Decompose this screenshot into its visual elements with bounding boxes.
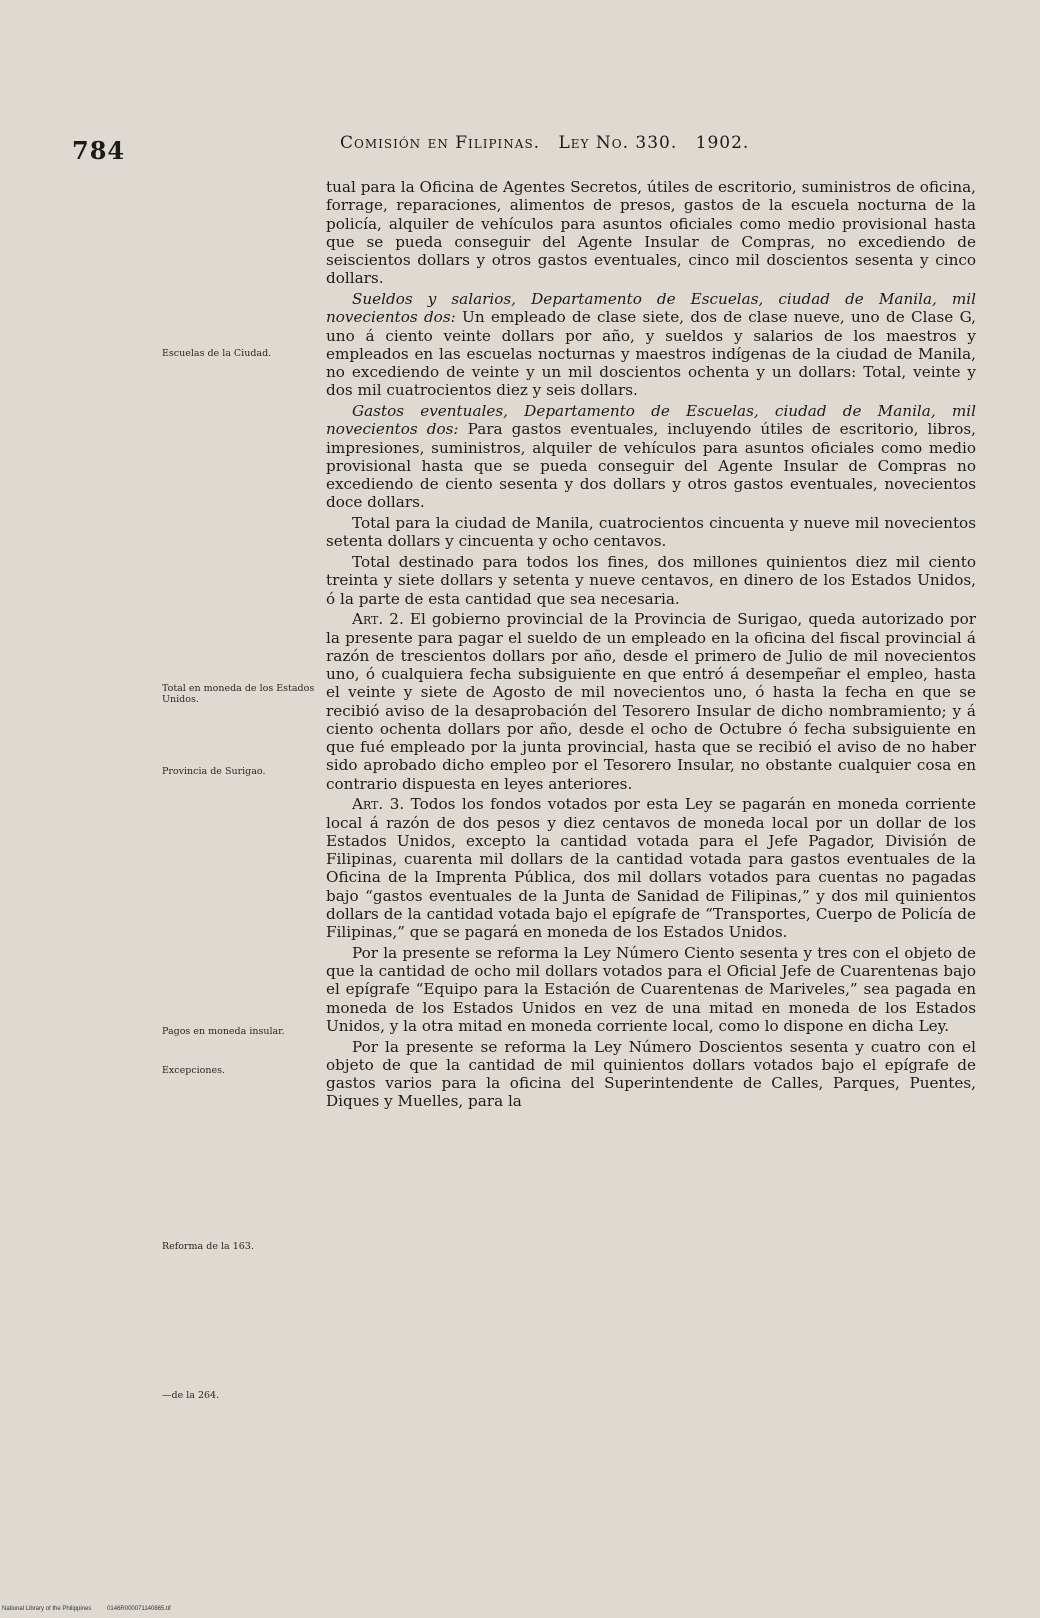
- body-text: [326, 178, 976, 1113]
- page-number: 784: [72, 136, 126, 165]
- paragraph-2-text: Un empleado de clase siete, dos de clase nueve, uno de Clase G, uno á ciento veinte dollars por año, y sueldos y salarios de los maestros y empleados en las escuelas nocturnas y maestros indígenas de la ciudad de Manila, no excediendo de veinte y un mil doscientos ochenta y un dollars: Total, veinte y dos mil cuatrocientos diez y seis dollars.: [326, 308, 976, 400]
- article-3-label: Art. 3.: [352, 795, 405, 814]
- paragraph-8: Por la presente se reforma la Ley Número Ciento sesenta y tres con el objeto de que la cantidad de ocho mil dollars votados para el Oficial Jefe de Cuarentenas bajo el epígrafe “Equipo para la Estación de Cuarentenas de Mariveles,” sea pagada en moneda de los Estados Unidos en vez de una mitad en moneda de los Estados Unidos, y la otra mitad en moneda corriente local, como lo dispone en dicha Ley.: [326, 943, 976, 1035]
- paragraph-1: tual para la Oficina de Agentes Secretos, útiles de escritorio, suministros de oficina, forrage, reparaciones, alimentos de presos, gastos de la escuela nocturna de la policía, alquiler de vehículos para asuntos oficiales como medio provisional hasta que se pueda conseguir del Agente Insular de Compras, no excediendo de seiscientos dollars y otros gastos eventuales, cinco mil doscientos sesenta y cinco dollars.: [326, 178, 976, 288]
- paragraph-7-text: Todos los fondos votados por esta Ley se pagarán en moneda corriente local á razón de dos pesos y diez centavos de moneda local por un dollar de los Estados Unidos, excepto la cantidad votada para el Jefe Pagador, División de Filipinas, cuarenta mil dollars de la cantidad votada para gastos eventuales de la Oficina de la Imprenta Pública, dos mil dollars votados para cuentas no pagadas bajo “gastos eventuales de la Junta de Sanidad de Filipinas,” y dos mil quinientos dollars de la cantidad votada bajo el epígrafe de “Transportes, Cuerpo de Policía de Filipinas,” que se pagará en moneda de los Estados Unidos.: [326, 795, 976, 941]
- side-note-reforma-163: Reforma de la 163.: [162, 1241, 254, 1252]
- side-note-total-moneda: Total en moneda de los Estados Unidos.: [162, 683, 315, 705]
- paragraph-2-heading: Sueldos y salarios, Departamento de Escuelas, ciudad de Manila, mil novecientos dos:: [326, 290, 976, 327]
- paragraph-2: [326, 290, 976, 400]
- side-note-reforma-264: —de la 264.: [162, 1390, 220, 1401]
- paragraph-6-text: El gobierno provincial de la Provincia de Surigao, queda autorizado por la presente para pagar el sueldo de un empleado en la oficina del fiscal provincial á razón de trescientos dollars por año, desde el primero de Julio de mil novecientos uno, ó cualquiera fecha subsiguiente en que entró á desempeñar el empleo, hasta el veinte y siete de Agosto de mil novecientos uno, ó hasta la fecha en que se recibió aviso de la desaprobación del Tesorero Insular de dicho nombramiento; y á ciento ochenta dollars por año, desde el ocho de Octubre ó fecha subsiguiente en que fué empleado por la junta provincial, hasta que se recibió el aviso de no haber sido aprobado dicho empleo por el Tesorero Insular, no obstante cualquier cosa en contrario dispuesta en leyes anteriores.: [326, 610, 976, 793]
- side-note-excepciones: Excepciones.: [162, 1065, 226, 1076]
- paragraph-4: Total para la ciudad de Manila, cuatrocientos cincuenta y nueve mil novecientos setenta dollars y cincuenta y ocho centavos.: [326, 514, 976, 551]
- footer-library: National Library of the Philippines: [2, 1606, 92, 1612]
- paragraph-3: [326, 402, 976, 512]
- running-head-year: 1902.: [695, 133, 750, 153]
- paragraph-3-text: Para gastos eventuales, incluyendo útiles de escritorio, libros, impresiones, suministros, alquiler de vehículos para asuntos oficiales como medio provisional hasta que se pueda conseguir del Agente Insular de Compras no excediendo de ciento sesenta y dos dollars y otros gastos eventuales, novecientos doce dollars.: [326, 420, 976, 512]
- footer-code: 0146R000071140865.tif: [107, 1606, 171, 1612]
- running-head: [340, 133, 980, 153]
- side-note-pagos: Pagos en moneda insular.: [162, 1026, 285, 1037]
- paragraph-5: Total destinado para todos los fines, dos millones quinientos diez mil ciento treinta y siete dollars y setenta y nueve centavos, en dinero de los Estados Unidos, ó la parte de esta cantidad que sea necesaria.: [326, 553, 976, 608]
- paragraph-3-heading: Gastos eventuales, Departamento de Escuelas, ciudad de Manila, mil novecientos dos:: [326, 402, 976, 439]
- article-2-label: Art. 2.: [352, 610, 404, 629]
- side-note-surigao: Provincia de Surigao.: [162, 766, 266, 777]
- paragraph-9: Por la presente se reforma la Ley Número Doscientos sesenta y cuatro con el objeto de que la cantidad de mil quinientos dollars votados bajo el epígrafe de gastos varios para la oficina del Superintendente de Calles, Parques, Puentes, Diques y Muelles, para la: [326, 1037, 976, 1111]
- running-head-commission: Comisión en Filipinas.: [340, 133, 541, 153]
- scan-footer: [2, 1606, 185, 1612]
- running-head-law: Ley No. 330.: [558, 133, 678, 153]
- paragraph-6: [326, 610, 976, 793]
- side-note-escuelas: Escuelas de la Ciudad.: [162, 348, 272, 359]
- paragraph-7: [326, 795, 976, 941]
